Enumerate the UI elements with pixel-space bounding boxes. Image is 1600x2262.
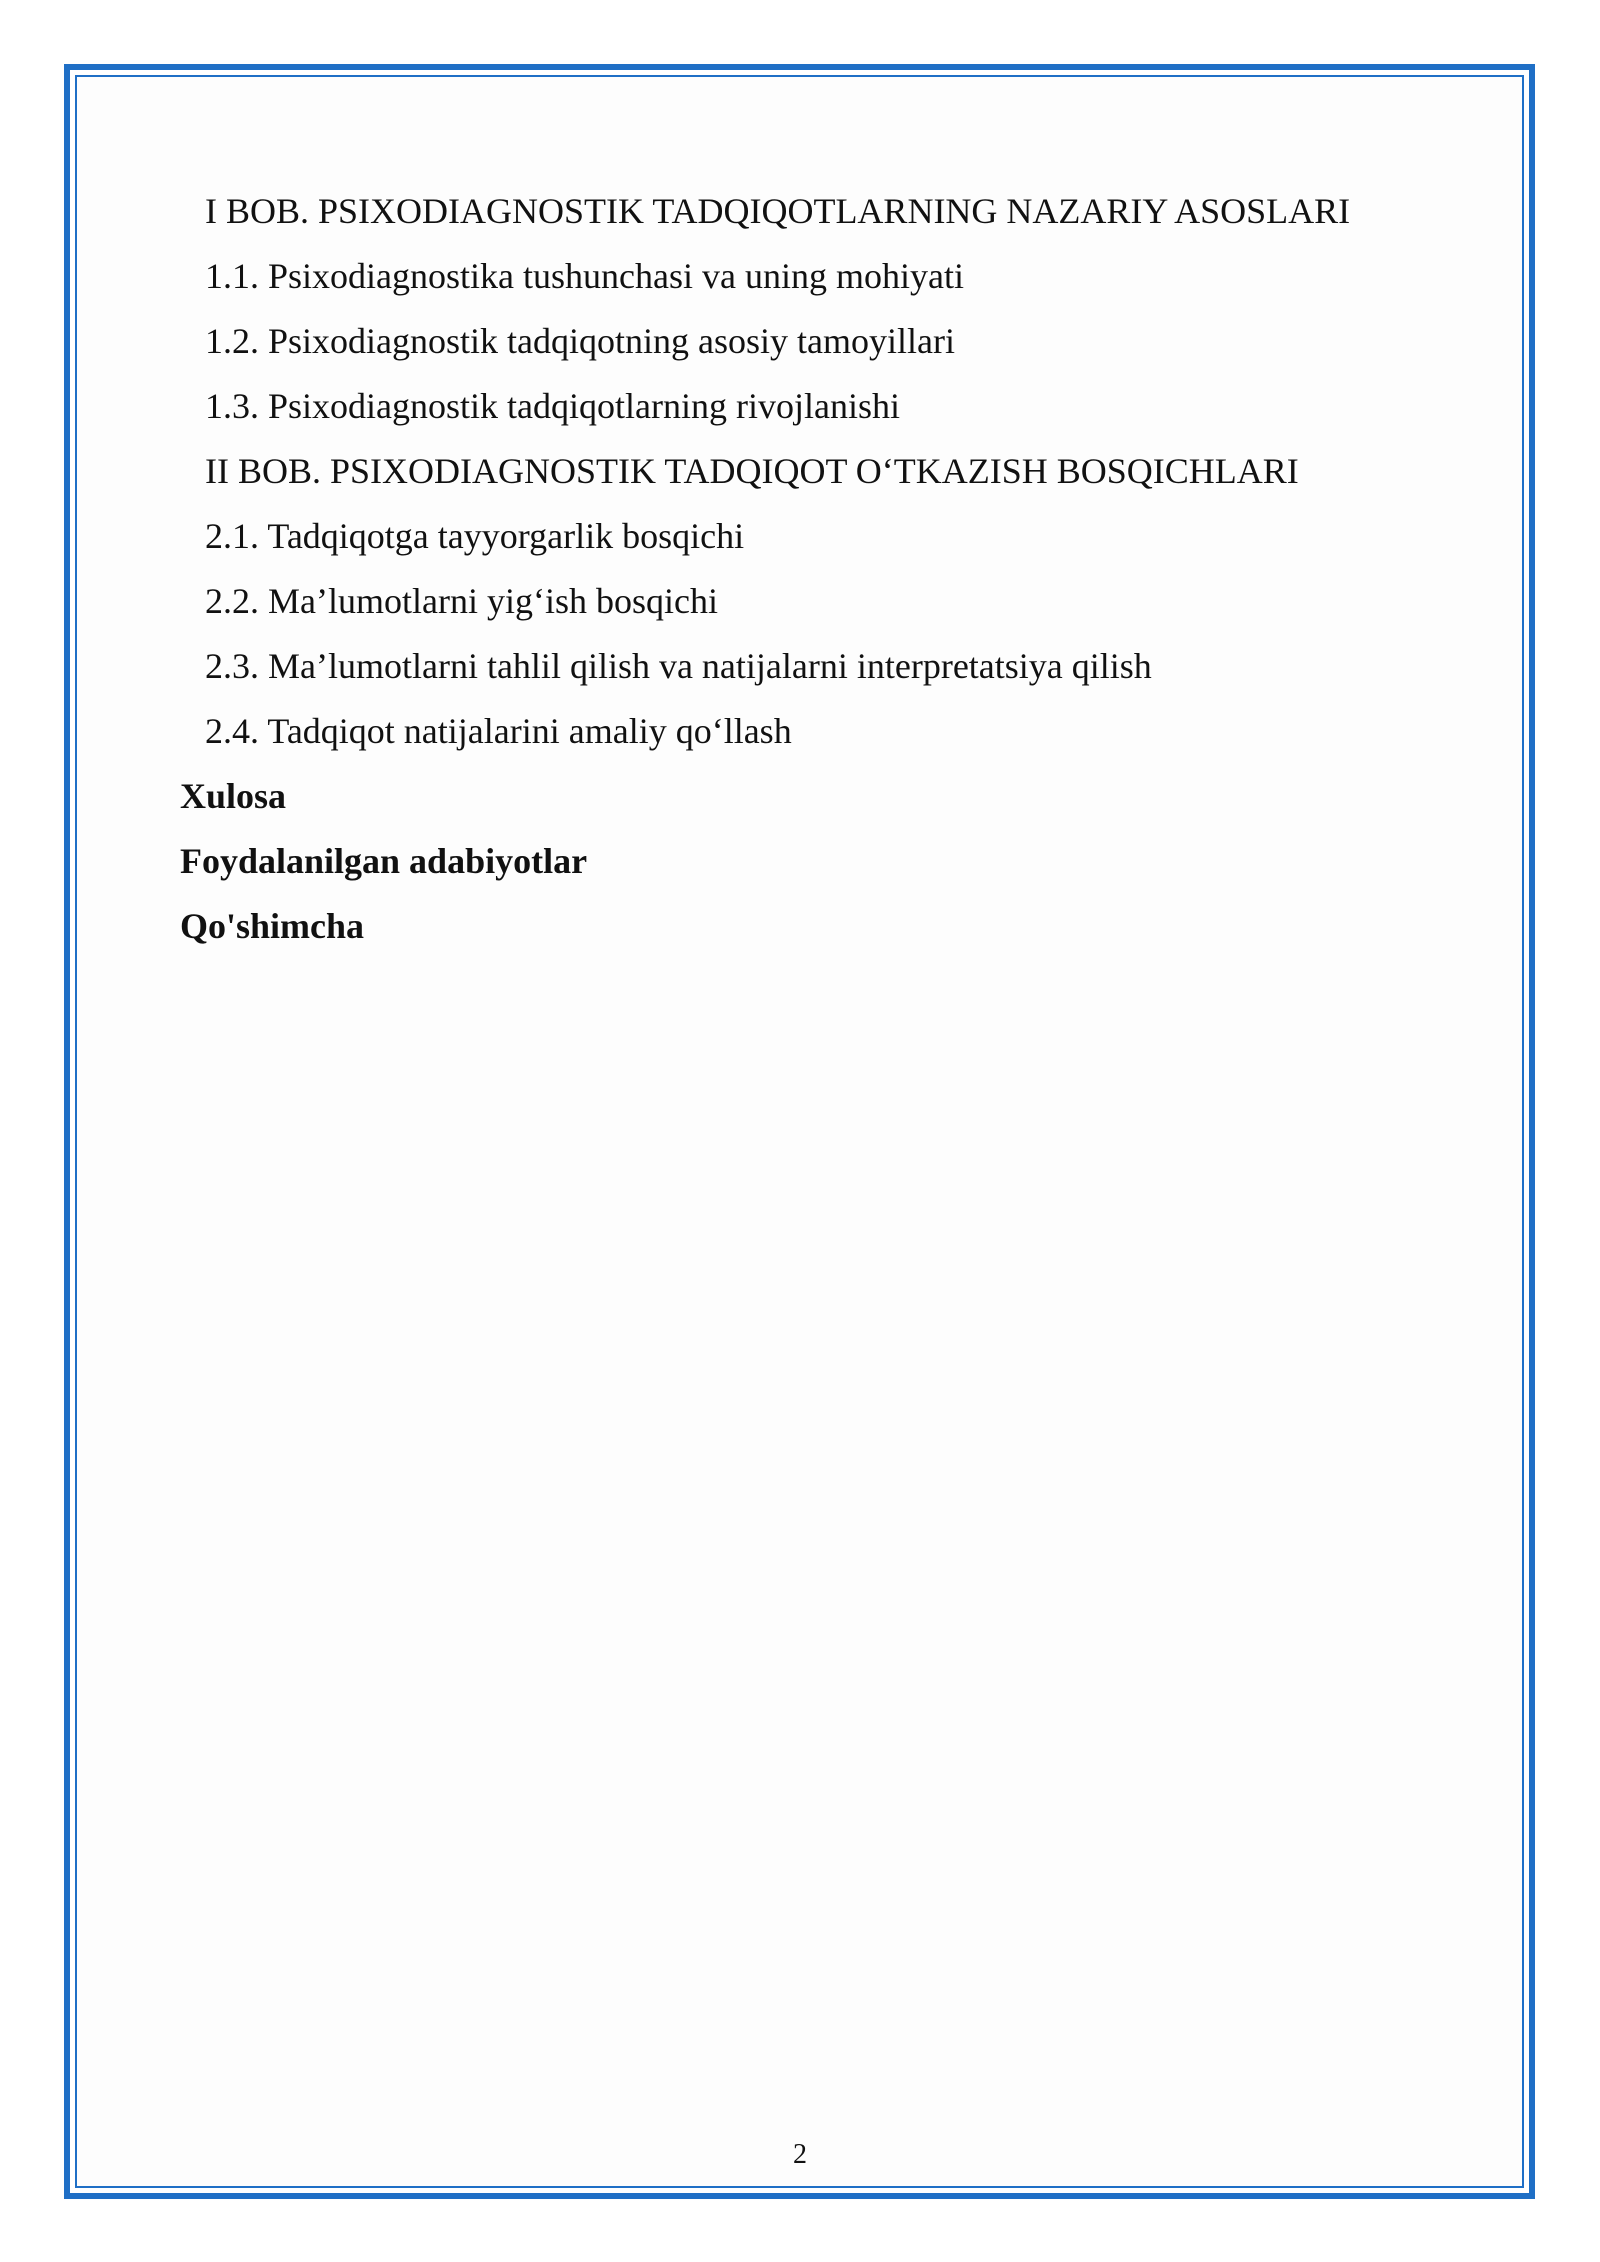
section-2-2: 2.2. Ma’lumotlarni yig‘ish bosqichi — [205, 581, 718, 621]
conclusion-heading: Xulosa — [180, 776, 287, 816]
chapter-2-heading: II BOB. PSIXODIAGNOSTIK TADQIQOT O‘TKAZISH BOSQICHLARI — [205, 451, 1299, 491]
section-2-1: 2.1. Tadqiqotga tayyorgarlik bosqichi — [205, 516, 745, 556]
references-heading: Foydalanilgan adabiyotlar — [180, 841, 588, 881]
section-2-4: 2.4. Tadqiqot natijalarini amaliy qo‘llash — [205, 711, 792, 751]
section-1-1: 1.1. Psixodiagnostika tushunchasi va uning mohiyati — [205, 256, 964, 296]
section-1-2: 1.2. Psixodiagnostik tadqiqotning asosiy tamoyillari — [205, 321, 955, 361]
appendix-heading: Qo'shimcha — [180, 906, 365, 946]
section-1-3: 1.3. Psixodiagnostik tadqiqotlarning rivojlanishi — [205, 386, 900, 426]
chapter-1-heading: I BOB. PSIXODIAGNOSTIK TADQIQOTLARNING NAZARIY ASOSLARI — [205, 191, 1351, 231]
section-2-3: 2.3. Ma’lumotlarni tahlil qilish va natijalarni interpretatsiya qilish — [205, 646, 1152, 686]
page-number: 2 — [793, 2139, 807, 2170]
